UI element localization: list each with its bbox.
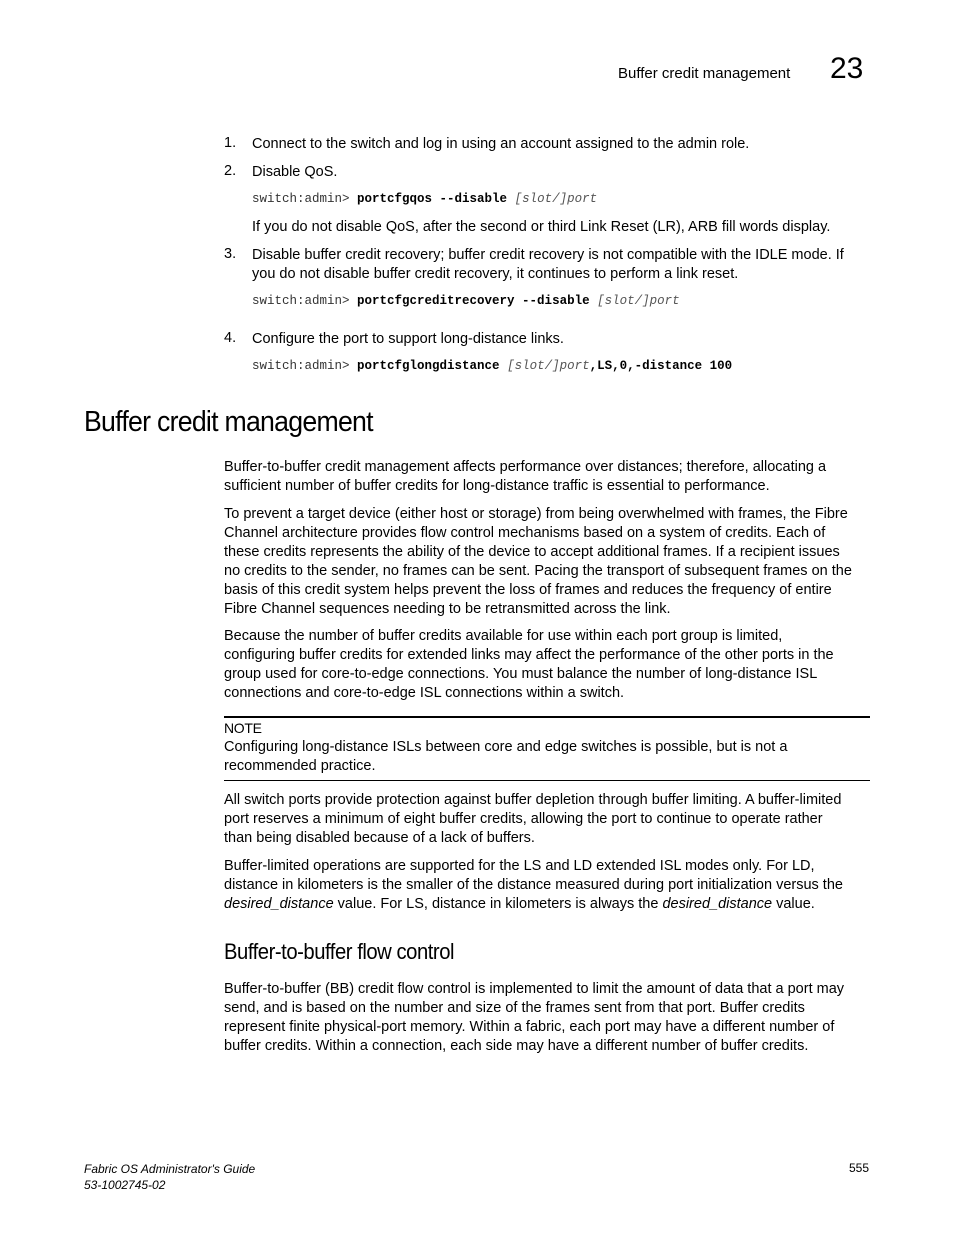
paragraph-line: Buffer-to-buffer (BB) credit flow control is implemented to limit the amount of data that a port may (224, 981, 845, 997)
note-text-line: recommended practice. (224, 758, 376, 774)
step-text-line: Disable buffer credit recovery; buffer credit recovery is not compatible with the IDLE mode. If (252, 247, 844, 263)
step-number: 1. (224, 135, 237, 151)
footer-doc-info (84, 1161, 255, 1193)
code-command: portcfgcreditrecovery --disable (357, 294, 590, 308)
paragraph-line: Buffer-limited operations are supported for the LS and LD extended ISL modes only. For LD, (224, 858, 815, 874)
step-note: If you do not disable QoS, after the second or third Link Reset (LR), ARB fill words display. (252, 219, 831, 235)
step-text: Connect to the switch and log in using an account assigned to the admin role. (252, 136, 750, 152)
paragraph-line: basis of this credit system helps prevent the loss of frames and reduces the frequency of entire (224, 582, 832, 598)
note-text-line: Configuring long-distance ISLs between core and edge switches is possible, but is not a (224, 739, 788, 755)
paragraph-line: than being disabled because of a lack of buffers. (224, 830, 535, 846)
note-bottom-rule (224, 780, 870, 781)
code-prompt: switch:admin> (252, 192, 358, 206)
footer-page-number: 555 (849, 1161, 870, 1175)
footer-doc-number: 53-1002745-02 (84, 1178, 166, 1192)
paragraph-line: group used for core-to-edge connections. You must balance the number of long-distance ISL (224, 666, 818, 682)
paragraph-line: buffer credits. Within a connection, each side may have a different number of buffer credits. (224, 1038, 809, 1054)
paragraph-line: Channel architecture provides flow control mechanisms based on a system of credits. Each of (224, 525, 826, 541)
code-argument: [slot/]port (507, 359, 590, 373)
paragraph (224, 857, 874, 914)
note-text (224, 738, 874, 776)
step-number: 3. (224, 246, 237, 262)
paragraph-fragment: value. For LS, distance in kilometers is always the (333, 896, 663, 912)
step-number: 2. (224, 163, 237, 179)
paragraph (224, 458, 874, 496)
footer-doc-title: Fabric OS Administrator's Guide (84, 1162, 256, 1176)
paragraph-line: All switch ports provide protection against buffer depletion through buffer limiting. A buffer-limited (224, 792, 842, 808)
section-heading: Buffer credit management (84, 406, 373, 438)
step-text: Disable QoS. (252, 164, 338, 180)
note-label: NOTE (224, 720, 262, 736)
paragraph-line: port reserves a minimum of eight buffer credits, allowing the port to continue to operate rather (224, 811, 823, 827)
emphasis: desired_distance (662, 896, 773, 912)
paragraph-line: Because the number of buffer credits available for use within each port group is limited, (224, 628, 783, 644)
running-header-section-title: Buffer credit management (618, 65, 791, 82)
step-number: 4. (224, 330, 237, 346)
paragraph-line: no credits to the sender, no frames can be sent. Pacing the transport of subsequent frames on the (224, 563, 852, 579)
code-line-qos (252, 192, 597, 206)
paragraph-line: sufficient number of buffer credits for long-distance traffic is essential to performance. (224, 478, 770, 494)
step-text: Configure the port to support long-distance links. (252, 331, 564, 347)
code-line-recovery (252, 294, 680, 308)
code-argument: [slot/]port (514, 192, 598, 206)
paragraph (224, 627, 874, 703)
code-prompt: switch:admin> (252, 294, 358, 308)
paragraph-line: connections and core-to-edge ISL connections within a switch. (224, 685, 625, 701)
code-command: portcfglongdistance (357, 359, 500, 373)
code-prompt: switch:admin> (252, 359, 358, 373)
step-text (252, 246, 844, 284)
paragraph-line: these credits represents the ability of the device to accept additional frames. If a recipient issues (224, 544, 840, 560)
code-tail: ,LS,0,-distance 100 (589, 359, 733, 373)
step-text-line: you do not disable buffer credit recovery, it continues to perform a link reset. (252, 266, 739, 282)
code-argument: [slot/]port (597, 294, 680, 308)
paragraph (224, 980, 874, 1056)
paragraph-line: distance in kilometers is the smaller of the distance measured during port initialization versus the (224, 877, 843, 893)
paragraph-line: send, and is based on the number and size of the frames sent from that port. Buffer credits (224, 1000, 805, 1016)
paragraph-fragment: value. (772, 896, 815, 912)
note-top-rule (224, 716, 870, 718)
chapter-number: 23 (830, 52, 864, 85)
paragraph-line: represent finite physical-port memory. Within a fabric, each port may have a different number of (224, 1019, 835, 1035)
emphasis: desired_distance (224, 896, 334, 912)
paragraph (224, 791, 874, 848)
code-line-longdistance (252, 359, 732, 373)
paragraph-line: Fibre Channel sequences needing to be retransmitted across the link. (224, 601, 671, 617)
paragraph-line (224, 895, 874, 914)
paragraph-line: To prevent a target device (either host or storage) from being overwhelmed with frames, the Fibre (224, 506, 848, 522)
code-command: portcfgqos --disable (357, 192, 508, 206)
subsection-heading: Buffer-to-buffer flow control (224, 939, 455, 964)
paragraph-line: Buffer-to-buffer credit management affects performance over distances; therefore, allocating a (224, 459, 827, 475)
paragraph-line: configuring buffer credits for extended links may affect the performance of the other ports in the (224, 647, 834, 663)
paragraph (224, 505, 874, 619)
